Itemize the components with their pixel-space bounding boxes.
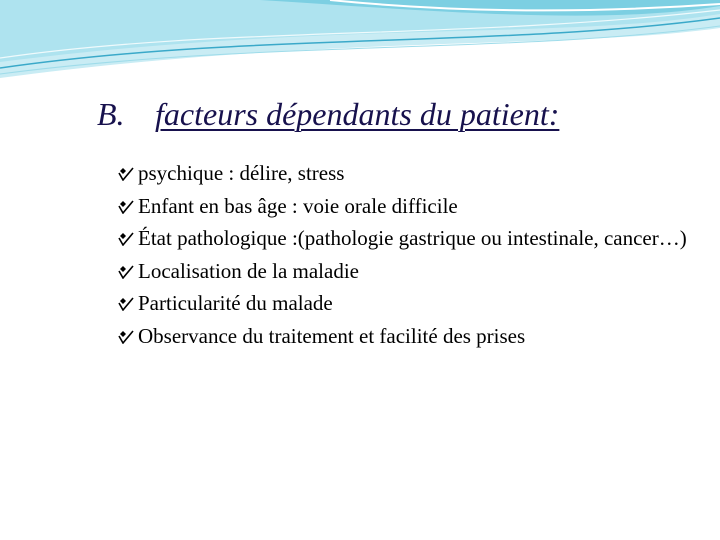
checkmark-diamond-icon: [118, 232, 134, 246]
bullet-text: État pathologique :(pathologie gastrique ou intestinale, cancer…): [138, 226, 687, 251]
bullet-list: [118, 157, 698, 353]
header-wave-decoration: [0, 0, 720, 90]
bullet-item: [118, 157, 698, 190]
bullet-item: [118, 190, 698, 223]
bullet-item: [118, 320, 698, 353]
checkmark-diamond-icon: [118, 330, 134, 344]
title-prefix: B.: [97, 96, 125, 132]
bullet-text: Observance du traitement et facilité des prises: [138, 323, 526, 348]
bullet-item: [118, 222, 698, 255]
slide-title: [97, 94, 559, 134]
bullet-text: Localisation de la maladie: [138, 258, 359, 283]
checkmark-diamond-icon: [118, 297, 134, 311]
bullet-text: psychique : délire, stress: [138, 161, 345, 185]
bullet-text: Particularité du malade: [138, 291, 333, 316]
checkmark-diamond-icon: [118, 200, 134, 214]
bullet-item: [118, 255, 698, 288]
title-text: facteurs dépendants du patient:: [155, 96, 560, 132]
checkmark-diamond-icon: [118, 167, 134, 181]
bullet-text: Enfant en bas âge : voie orale difficile: [138, 193, 458, 218]
bullet-item: [118, 287, 698, 320]
checkmark-diamond-icon: [118, 265, 134, 279]
